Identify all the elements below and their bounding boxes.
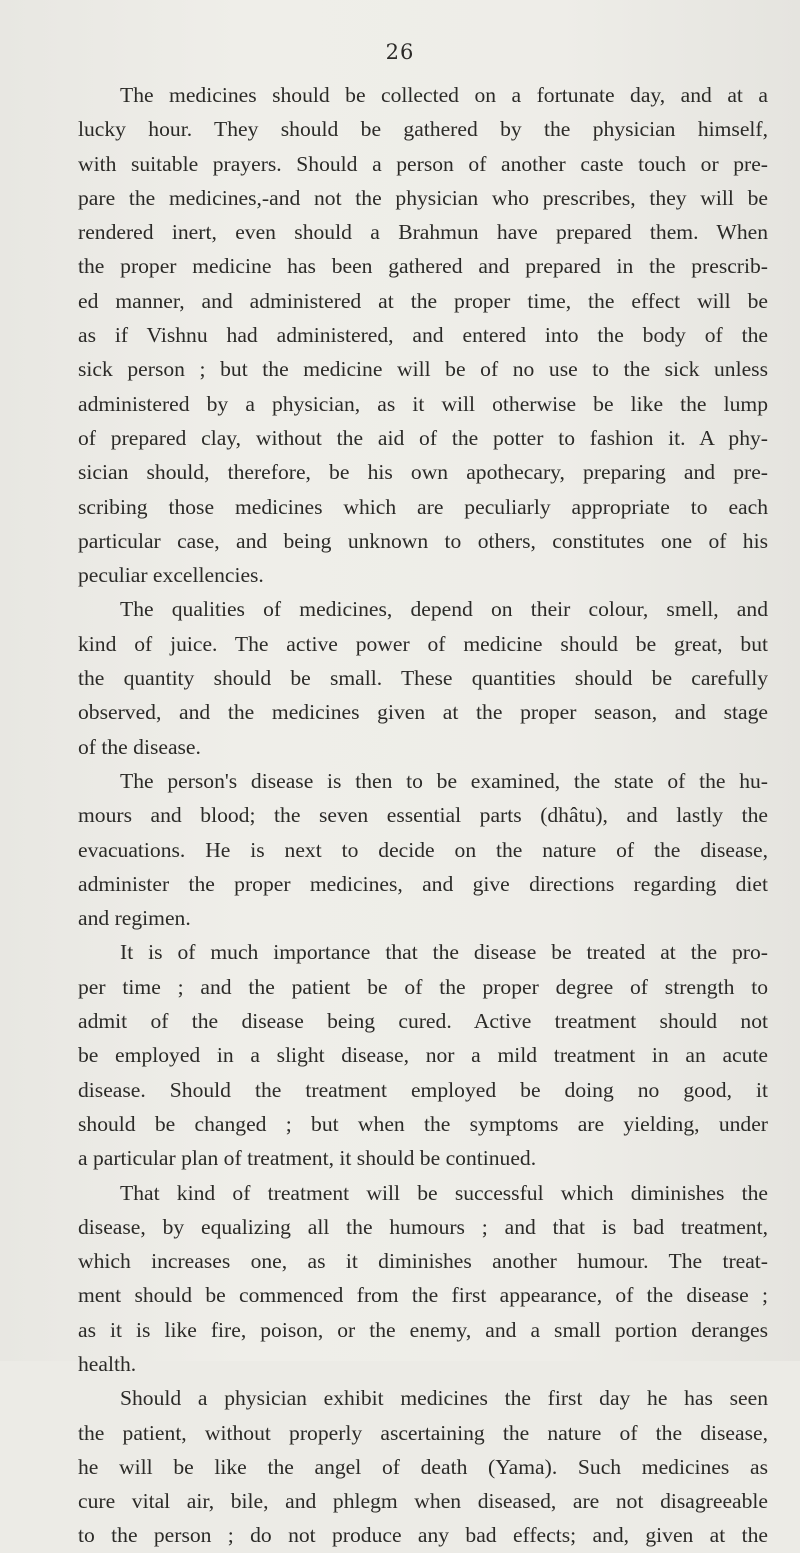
text-line: scribing those medicines which are peculiarly appropriate to each [78, 494, 768, 519]
text-line: which increases one, as it diminishes another humour. The treat- [78, 1249, 768, 1274]
text-line: evacuations. He is next to decide on the nature of the disease, [78, 837, 768, 862]
text-line: he will be like the angel of death (Yama). Such medicines as [78, 1454, 768, 1479]
text-line: a particular plan of treatment, it should be continued. [78, 1146, 537, 1171]
text-line: Should a physician exhibit medicines the first day he has seen [120, 1386, 768, 1411]
text-line: cure vital air, bile, and phlegm when diseased, are not disagreeable [78, 1489, 768, 1514]
text-line: admit of the disease being cured. Active treatment should not [78, 1009, 768, 1034]
text-line: and regimen. [78, 906, 191, 931]
text-line: sician should, therefore, be his own apothecary, preparing and pre- [78, 460, 768, 485]
page-number: 26 [385, 40, 415, 64]
text-line: to the person ; do not produce any bad effects; and, given at the [78, 1523, 768, 1548]
text-line: pare the medicines,-and not the physician who prescribes, they will be [78, 185, 768, 210]
text-line: with suitable prayers. Should a person of another caste touch or pre- [78, 151, 768, 176]
body-text [78, 78, 768, 1553]
text-line: The qualities of medicines, depend on their colour, smell, and [120, 597, 768, 622]
text-line: lucky hour. They should be gathered by the physician himself, [78, 117, 768, 142]
text-line: ment should be commenced from the first appearance, of the disease ; [78, 1283, 768, 1308]
text-line: rendered inert, even should a Brahmun have prepared them. When [78, 220, 768, 245]
text-line: of the disease. [78, 734, 201, 759]
text-line: sick person ; but the medicine will be of no use to the sick unless [78, 357, 768, 382]
text-line: should be changed ; but when the symptoms are yielding, under [78, 1111, 768, 1136]
text-line: be employed in a slight disease, nor a mild treatment in an acute [78, 1043, 768, 1068]
text-line: health. [78, 1351, 137, 1376]
text-line: disease, by equalizing all the humours ; and that is bad treatment, [78, 1214, 768, 1239]
text-line: kind of juice. The active power of medicine should be great, but [78, 631, 768, 656]
text-line: administered by a physician, as it will otherwise be like the lump [78, 391, 768, 416]
text-line: the patient, without properly ascertaining the nature of the disease, [78, 1420, 768, 1445]
text-line: mours and blood; the seven essential parts (dhâtu), and lastly the [78, 803, 768, 828]
text-line: particular case, and being unknown to others, constitutes one of his [78, 528, 768, 553]
text-line: The medicines should be collected on a fortunate day, and at a [120, 83, 768, 107]
text-line: observed, and the medicines given at the proper season, and stage [78, 700, 768, 725]
text-line: That kind of treatment will be successful which diminishes the [120, 1180, 768, 1205]
text-line: of prepared clay, without the aid of the potter to fashion it. A phy- [78, 425, 768, 450]
text-line: peculiar excellencies. [78, 563, 264, 588]
text-line: as it is like fire, poison, or the enemy, and a small portion deranges [78, 1317, 768, 1342]
text-line: per time ; and the patient be of the proper degree of strength to [78, 974, 768, 999]
text-line: administer the proper medicines, and give directions regarding diet [78, 871, 768, 896]
text-line: as if Vishnu had administered, and entered into the body of the [78, 323, 768, 348]
text-line: ed manner, and administered at the proper time, the effect will be [78, 288, 768, 313]
text-line: the proper medicine has been gathered and prepared in the prescrib- [78, 254, 768, 279]
text-line: It is of much importance that the disease be treated at the pro- [120, 940, 768, 965]
text-line: the quantity should be small. These quantities should be carefully [78, 666, 768, 691]
text-line: The person's disease is then to be examined, the state of the hu- [120, 768, 768, 793]
text-line: disease. Should the treatment employed be doing no good, it [78, 1077, 768, 1102]
